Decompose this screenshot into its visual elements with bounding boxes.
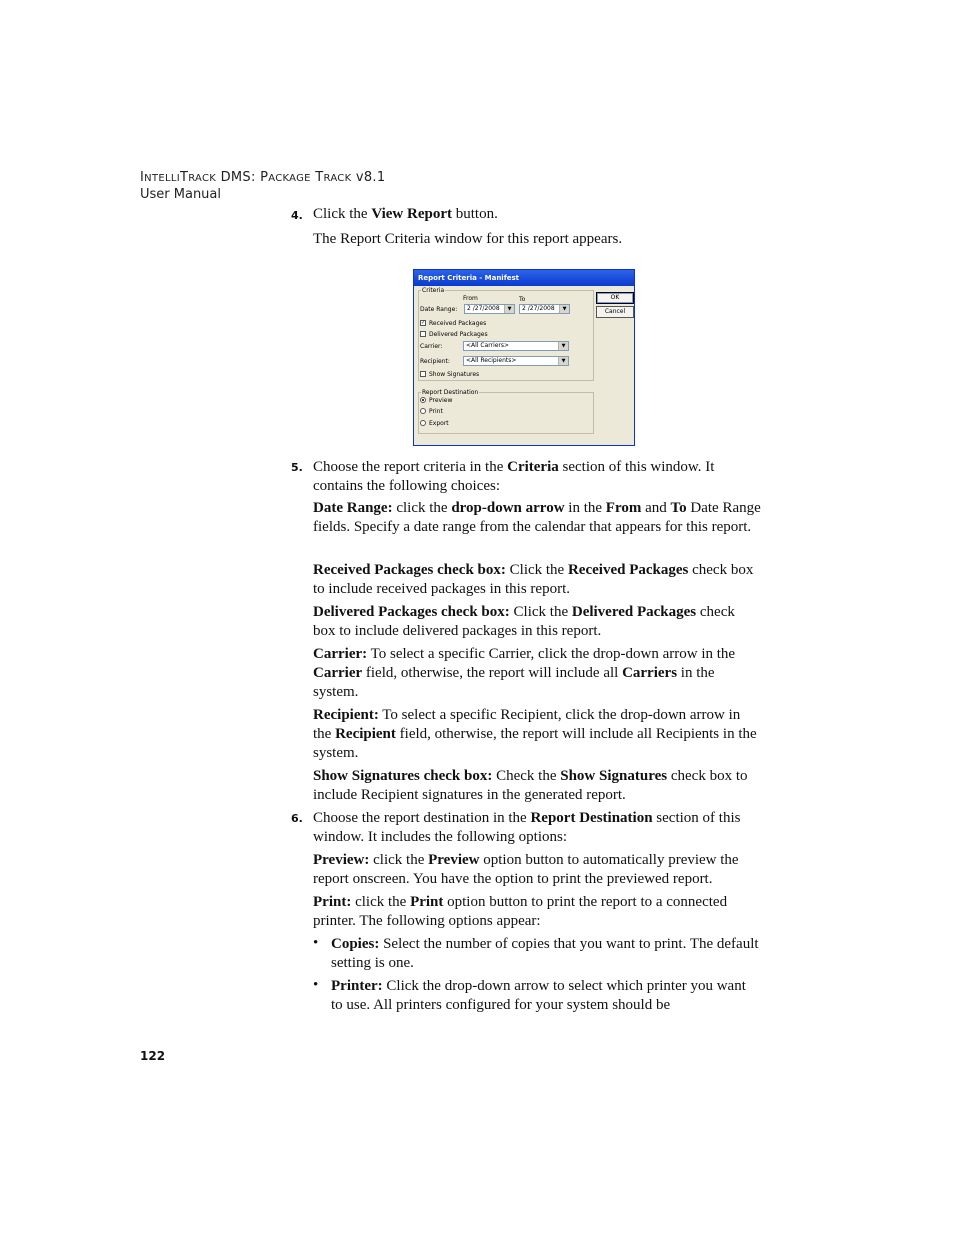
date-range-label: Date Range: — [420, 306, 458, 313]
step-number-4: 4. — [291, 209, 303, 222]
step-4-text: Click the View Report button. — [313, 206, 498, 222]
criteria-group-label: Criteria — [422, 287, 445, 294]
received-packages-checkbox[interactable]: ✓ — [421, 320, 426, 326]
received-packages-label: Received Packages — [429, 320, 487, 327]
recipient-label: Recipient: — [420, 358, 450, 365]
dialog-title-bar: Report Criteria - Manifest — [414, 270, 634, 286]
to-dropdown-arrow-icon[interactable]: ▼ — [559, 305, 569, 313]
cancel-button[interactable]: Cancel — [596, 306, 634, 318]
date-range-description: Date Range: click the drop-down arrow in the From and To Date Range fields. Specify a date range from the calendar that appears for this report. — [313, 500, 761, 535]
received-packages-description: Received Packages check box: Click the Received Packages check box to include received packages in this report. — [313, 562, 754, 597]
to-date-combo[interactable]: 2 /27/2008 ▼ — [519, 304, 570, 314]
delivered-packages-label: Delivered Packages — [429, 331, 488, 338]
step-5-text: Choose the report criteria in the Criteria section of this window. It contains the following choices: — [313, 459, 715, 494]
show-signatures-description: Show Signatures check box: Check the Show Signatures check box to include Recipient signatures in the generated report. — [313, 768, 748, 803]
carrier-dropdown-arrow-icon[interactable]: ▼ — [558, 342, 568, 350]
print-label: Print — [429, 408, 443, 415]
show-signatures-checkbox[interactable] — [420, 371, 426, 377]
carrier-description: Carrier: To select a specific Carrier, click the drop-down arrow in the Carrier field, otherwise, the report will include all Carriers in the system. — [313, 646, 736, 700]
page-number: 122 — [140, 1049, 166, 1063]
recipient-combo[interactable]: <All Recipients> ▼ — [463, 356, 569, 366]
preview-radio[interactable] — [420, 397, 426, 403]
carrier-label: Carrier: — [420, 343, 443, 350]
carrier-combo[interactable]: <All Carriers> ▼ — [463, 341, 569, 351]
print-description: Print: click the Print option button to print the report to a connected printer. The following options appear: — [313, 894, 728, 929]
step-4-result: The Report Criteria window for this report appears. — [313, 231, 623, 247]
recipient-description: Recipient: To select a specific Recipient, click the drop-down arrow in the Recipient field, otherwise, the report will include all Recipients in the system. — [313, 707, 757, 761]
bullet-copies: • — [313, 935, 319, 951]
from-dropdown-arrow-icon[interactable]: ▼ — [504, 305, 514, 313]
preview-label: Preview — [429, 397, 453, 404]
running-header-subtitle: User Manual — [140, 187, 222, 202]
from-date-combo[interactable]: 2 /27/2008 ▼ — [464, 304, 515, 314]
delivered-packages-checkbox[interactable] — [420, 331, 426, 337]
report-destination-label: Report Destination — [422, 389, 479, 396]
show-signatures-label: Show Signatures — [429, 371, 480, 378]
recipient-dropdown-arrow-icon[interactable]: ▼ — [558, 357, 568, 365]
ok-button[interactable]: OK — [596, 292, 634, 304]
from-label: From — [463, 295, 478, 302]
step-number-5: 5. — [291, 461, 303, 474]
report-criteria-dialog — [413, 269, 635, 446]
delivered-packages-description: Delivered Packages check box: Click the Delivered Packages check box to include delivered packages in this report. — [313, 604, 735, 639]
export-radio[interactable] — [420, 420, 426, 426]
step-number-6: 6. — [291, 812, 303, 825]
to-label: To — [519, 296, 526, 303]
preview-description: Preview: click the Preview option button to automatically preview the report onscreen. You have the option to print the previewed report. — [313, 852, 739, 887]
printer-description: Printer: Click the drop-down arrow to select which printer you want to use. All printers configured for your system should be — [331, 978, 746, 1013]
bullet-printer: • — [313, 977, 319, 993]
step-6-text: Choose the report destination in the Report Destination section of this window. It includes the following options: — [313, 810, 741, 845]
copies-description: Copies: Select the number of copies that you want to print. The default setting is one. — [331, 936, 759, 971]
export-label: Export — [429, 420, 449, 427]
running-header-title: INTELLITRACK DMS: PACKAGE TRACK v8.1 — [140, 170, 386, 185]
print-radio[interactable] — [420, 408, 426, 414]
